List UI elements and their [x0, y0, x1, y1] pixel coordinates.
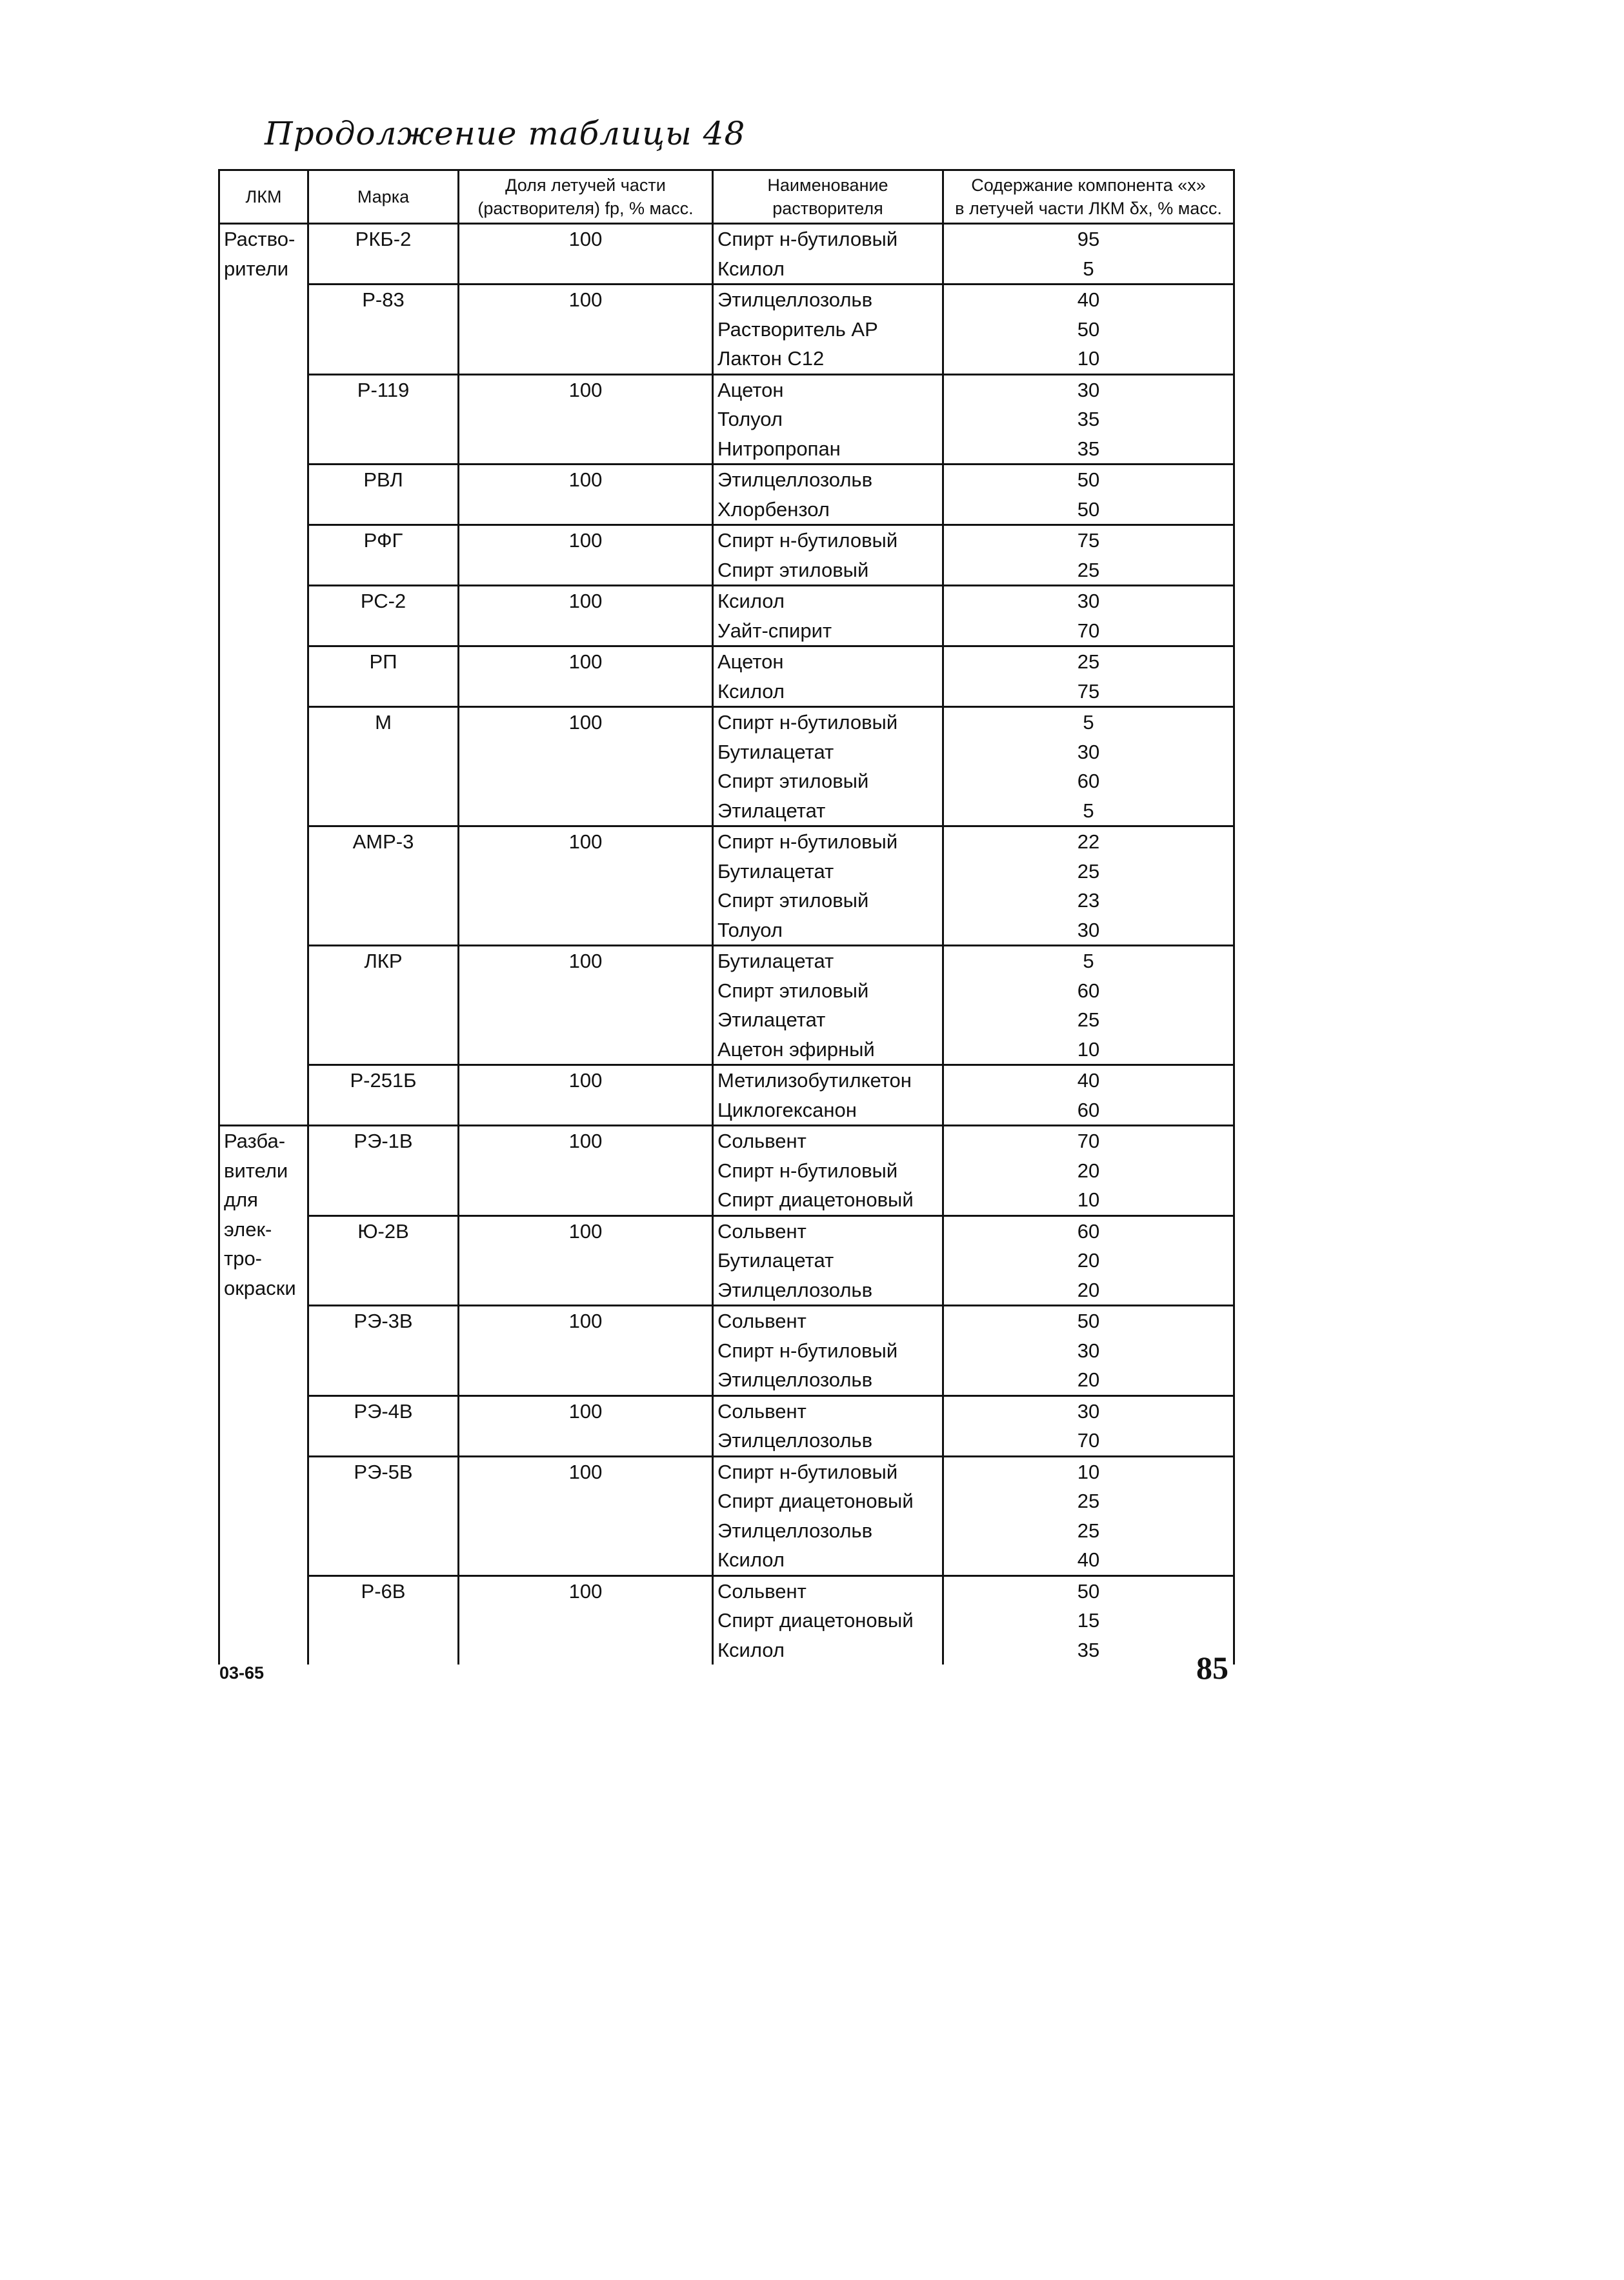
marka-cell: Р-6В [308, 1575, 459, 1665]
solvent-name: Этилацетат [717, 1008, 826, 1031]
marka-cell: РЭ-5В [308, 1456, 459, 1575]
content-value: 30 [1077, 590, 1100, 612]
solvent-name: Сольвент [717, 1219, 807, 1243]
table-row [219, 465, 1234, 525]
content-value: 50 [1077, 497, 1100, 521]
content-value: 20 [1077, 1159, 1100, 1182]
solvent-name: Этилцеллозольв [717, 1278, 873, 1301]
content-values-cell [943, 586, 1234, 646]
solvent-names-cell [713, 826, 943, 946]
lkm-group-cell [219, 224, 308, 1126]
fraction-cell: 100 [459, 707, 713, 826]
content-value: 50 [1077, 317, 1100, 341]
content-value: 30 [1077, 918, 1100, 941]
solvent-name: Циклогексанон [717, 1098, 857, 1121]
marka-cell: РЭ-4В [308, 1395, 459, 1456]
solvent-name: Спирт этиловый [717, 770, 869, 792]
solvent-names-cell [713, 224, 943, 285]
content-value: 25 [1077, 1519, 1100, 1542]
header-fraction: Доля летучей части (растворителя) fp, % масс. [459, 170, 713, 224]
solvent-name: Растворитель АР [717, 317, 878, 341]
solvent-name: Хлорбензол [717, 497, 830, 521]
content-value: 20 [1077, 1368, 1100, 1391]
table-row [219, 285, 1234, 375]
content-value: 60 [1077, 1219, 1100, 1243]
content-value: 35 [1077, 1638, 1100, 1661]
header-solvent: Наименование растворителя [713, 170, 943, 224]
solvent-name: Ацетон эфирный [717, 1037, 875, 1061]
solvent-name: Бутилацетат [717, 740, 834, 763]
solvent-name: Ксилол [717, 679, 785, 703]
table-header-row [219, 170, 1234, 224]
content-value: 70 [1077, 1429, 1100, 1452]
solvent-composition-table [218, 169, 1235, 1665]
solvent-name: Бутилацетат [717, 859, 834, 883]
marka-cell: Ю-2В [308, 1215, 459, 1306]
content-values-cell [943, 707, 1234, 826]
table-row [219, 1306, 1234, 1396]
content-values-cell [943, 1575, 1234, 1665]
solvent-name: Спирт диацетоновый [717, 1188, 914, 1211]
content-values-cell [943, 646, 1234, 707]
solvent-name: Спирт этиловый [717, 979, 869, 1002]
solvent-name: Спирт диацетоновый [717, 1609, 914, 1632]
content-value: 10 [1077, 347, 1100, 370]
solvent-name: Ацетон [717, 378, 784, 401]
lkm-group-label: элек- [224, 1217, 272, 1241]
table-row [219, 1126, 1234, 1216]
fraction-cell: 100 [459, 1215, 713, 1306]
solvent-name: Спирт этиловый [717, 558, 869, 581]
content-value: 5 [1083, 799, 1094, 822]
table-row [219, 374, 1234, 465]
content-value: 25 [1077, 1490, 1100, 1512]
solvent-names-cell [713, 285, 943, 375]
content-value: 50 [1077, 1579, 1100, 1603]
fraction-cell: 100 [459, 826, 713, 946]
solvent-name: Спирт н-бутиловый [717, 711, 898, 734]
table-row [219, 224, 1234, 285]
solvent-name: Спирт этиловый [717, 889, 869, 912]
table-caption: Продолжение таблицы 48 [265, 115, 746, 152]
content-values-cell [943, 1395, 1234, 1456]
header-lkm: ЛКМ [219, 170, 308, 224]
lkm-group-label: рители [224, 257, 289, 280]
content-value: 25 [1077, 558, 1100, 581]
fraction-cell: 100 [459, 1306, 713, 1396]
content-value: 30 [1077, 1339, 1100, 1362]
marka-cell: РЭ-1В [308, 1126, 459, 1216]
marka-cell: РКБ-2 [308, 224, 459, 285]
content-value: 5 [1083, 711, 1094, 734]
content-value: 20 [1077, 1278, 1100, 1301]
content-value: 30 [1077, 740, 1100, 763]
footer-code: 03-65 [219, 1663, 265, 1683]
lkm-group-label: тро- [224, 1247, 263, 1270]
content-value: 75 [1077, 529, 1100, 552]
table-row [219, 826, 1234, 946]
content-value: 50 [1077, 1310, 1100, 1332]
content-value: 70 [1077, 1130, 1100, 1152]
fraction-cell: 100 [459, 525, 713, 586]
table-row [219, 1575, 1234, 1665]
solvent-name: Ксилол [717, 590, 785, 612]
fraction-cell: 100 [459, 1456, 713, 1575]
solvent-name: Ацетон [717, 650, 784, 673]
solvent-name: Этилцеллозольв [717, 468, 873, 491]
table-row [219, 525, 1234, 586]
solvent-name: Лактон С12 [717, 347, 825, 370]
solvent-names-cell [713, 465, 943, 525]
header-content: Содержание компонента «x» в летучей части ЛКМ δx, % масс. [943, 170, 1234, 224]
content-value: 35 [1077, 437, 1100, 460]
content-value: 30 [1077, 1399, 1100, 1423]
marka-cell: АМР-3 [308, 826, 459, 946]
fraction-cell: 100 [459, 646, 713, 707]
content-value: 22 [1077, 830, 1100, 853]
solvent-name: Сольвент [717, 1399, 807, 1423]
solvent-names-cell [713, 1395, 943, 1456]
content-values-cell [943, 1065, 1234, 1126]
solvent-names-cell [713, 586, 943, 646]
table-body [219, 224, 1234, 1665]
content-value: 25 [1077, 859, 1100, 883]
solvent-names-cell [713, 374, 943, 465]
solvent-name: Спирт н-бутиловый [717, 1460, 898, 1483]
marka-cell: РС-2 [308, 586, 459, 646]
lkm-group-cell [219, 1126, 308, 1665]
lkm-group-label: для [224, 1188, 258, 1211]
content-values-cell [943, 224, 1234, 285]
content-values-cell [943, 465, 1234, 525]
solvent-name: Этилцеллозольв [717, 1519, 873, 1542]
fraction-cell: 100 [459, 1395, 713, 1456]
content-values-cell [943, 525, 1234, 586]
content-value: 35 [1077, 408, 1100, 430]
solvent-name: Бутилацетат [717, 950, 834, 972]
fraction-cell: 100 [459, 374, 713, 465]
content-value: 25 [1077, 650, 1100, 673]
marka-cell: Р-83 [308, 285, 459, 375]
fraction-cell: 100 [459, 1126, 713, 1216]
solvent-name: Спирт н-бутиловый [717, 228, 898, 250]
content-value: 95 [1077, 228, 1100, 250]
lkm-group-label: окраски [224, 1276, 296, 1299]
solvent-name: Ксилол [717, 1548, 785, 1571]
solvent-name: Этилцеллозольв [717, 1368, 873, 1391]
content-value: 5 [1083, 257, 1094, 280]
table-row [219, 946, 1234, 1065]
solvent-name: Метилизобутилкетон [717, 1069, 912, 1092]
solvent-name: Бутилацетат [717, 1249, 834, 1272]
table-row [219, 1065, 1234, 1126]
content-value: 25 [1077, 1008, 1100, 1031]
solvent-names-cell [713, 707, 943, 826]
table-row [219, 1456, 1234, 1575]
solvent-names-cell [713, 1065, 943, 1126]
table-row [219, 707, 1234, 826]
content-values-cell [943, 826, 1234, 946]
lkm-group-label: Раство- [224, 228, 296, 250]
marka-cell: М [308, 707, 459, 826]
solvent-name: Этилцеллозольв [717, 1429, 873, 1452]
solvent-name: Толуол [717, 408, 783, 430]
content-value: 40 [1077, 1069, 1100, 1092]
content-value: 60 [1077, 770, 1100, 792]
marka-cell: Р-119 [308, 374, 459, 465]
content-values-cell [943, 1306, 1234, 1396]
content-value: 5 [1083, 950, 1094, 972]
fraction-cell: 100 [459, 285, 713, 375]
solvent-names-cell [713, 946, 943, 1065]
content-value: 20 [1077, 1249, 1100, 1272]
content-value: 10 [1077, 1460, 1100, 1483]
table-row [219, 586, 1234, 646]
marka-cell: Р-251Б [308, 1065, 459, 1126]
content-value: 15 [1077, 1609, 1100, 1632]
solvent-name: Этилацетат [717, 799, 826, 822]
solvent-name: Сольвент [717, 1130, 807, 1152]
content-value: 30 [1077, 378, 1100, 401]
content-value: 60 [1077, 1098, 1100, 1121]
content-values-cell [943, 1126, 1234, 1216]
fraction-cell: 100 [459, 1065, 713, 1126]
solvent-names-cell [713, 646, 943, 707]
solvent-name: Нитропропан [717, 437, 841, 460]
solvent-names-cell [713, 1306, 943, 1396]
fraction-cell: 100 [459, 224, 713, 285]
marka-cell: ЛКР [308, 946, 459, 1065]
solvent-name: Спирт н-бутиловый [717, 830, 898, 853]
header-marka: Марка [308, 170, 459, 224]
fraction-cell: 100 [459, 946, 713, 1065]
solvent-name: Спирт диацетоновый [717, 1490, 914, 1512]
content-value: 75 [1077, 679, 1100, 703]
content-values-cell [943, 1456, 1234, 1575]
solvent-names-cell [713, 1456, 943, 1575]
content-value: 60 [1077, 979, 1100, 1002]
solvent-name: Спирт н-бутиловый [717, 1159, 898, 1182]
solvent-name: Толуол [717, 918, 783, 941]
solvent-name: Этилцеллозольв [717, 288, 873, 311]
solvent-names-cell [713, 1575, 943, 1665]
content-values-cell [943, 285, 1234, 375]
content-value: 50 [1077, 468, 1100, 491]
marka-cell: РФГ [308, 525, 459, 586]
fraction-cell: 100 [459, 465, 713, 525]
solvent-name: Спирт н-бутиловый [717, 1339, 898, 1362]
content-value: 70 [1077, 619, 1100, 642]
content-value: 10 [1077, 1188, 1100, 1211]
solvent-name: Сольвент [717, 1579, 807, 1603]
content-value: 10 [1077, 1037, 1100, 1061]
content-value: 23 [1077, 889, 1100, 912]
marka-cell: РЭ-3В [308, 1306, 459, 1396]
solvent-name: Уайт-спирит [717, 619, 832, 642]
content-values-cell [943, 946, 1234, 1065]
solvent-name: Сольвент [717, 1310, 807, 1332]
solvent-names-cell [713, 1215, 943, 1306]
solvent-name: Спирт н-бутиловый [717, 529, 898, 552]
content-values-cell [943, 1215, 1234, 1306]
fraction-cell: 100 [459, 1575, 713, 1665]
solvent-names-cell [713, 1126, 943, 1216]
content-values-cell [943, 374, 1234, 465]
page-number: 85 [1196, 1650, 1228, 1686]
table-row [219, 1215, 1234, 1306]
table-row [219, 646, 1234, 707]
marka-cell: РП [308, 646, 459, 707]
solvent-name: Ксилол [717, 1638, 785, 1661]
content-value: 40 [1077, 288, 1100, 311]
lkm-group-label: Разба- [224, 1130, 286, 1152]
table-row [219, 1395, 1234, 1456]
solvent-names-cell [713, 525, 943, 586]
marka-cell: РВЛ [308, 465, 459, 525]
lkm-group-label: вители [224, 1159, 288, 1182]
content-value: 40 [1077, 1548, 1100, 1571]
solvent-name: Ксилол [717, 257, 785, 280]
fraction-cell: 100 [459, 586, 713, 646]
